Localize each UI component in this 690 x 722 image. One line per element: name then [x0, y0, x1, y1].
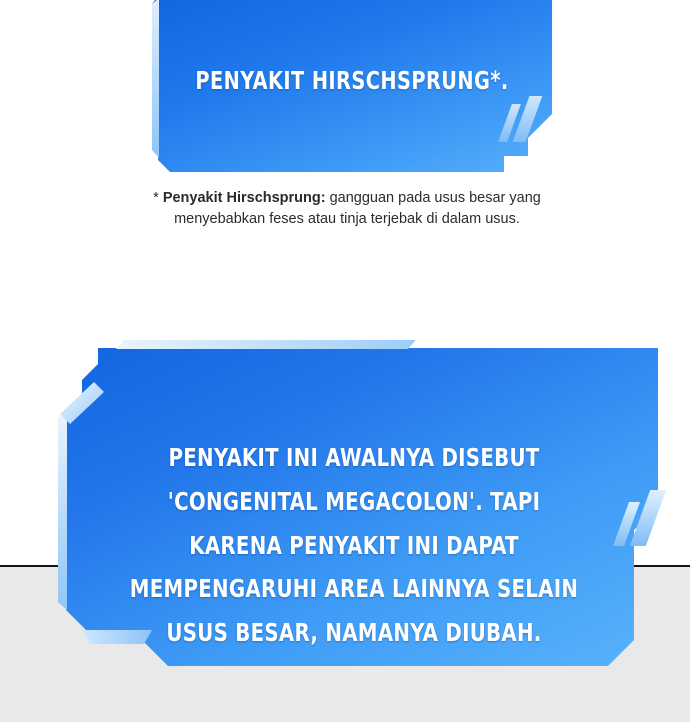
footnote-definition: gangguan pada usus besar yang menyebabkan feses atau tinja terjebak di dalam usus.	[174, 190, 541, 228]
body-panel-top-edge-highlight	[116, 340, 416, 349]
body-panel-left-edge-highlight	[58, 410, 67, 610]
body-text: PENYAKIT INI AWALNYA DISEBUT 'CONGENITAL MEGACOLON'. TAPI KARENA PENYAKIT INI DAPAT MEMPENGARUHI AREA LAINNYA SELAIN USUS BESAR, NAMANYA DIUBAH.	[129, 443, 579, 647]
body-panel	[38, 340, 658, 678]
footnote-term: Penyakit Hirschsprung:	[162, 190, 326, 206]
footnote-caption	[112, 188, 582, 230]
title-panel-left-edge-highlight	[152, 0, 159, 158]
title-panel	[152, 0, 552, 176]
footnote-marker: *	[153, 190, 163, 206]
title-text: PENYAKIT HIRSCHSPRUNG*.	[195, 66, 509, 95]
